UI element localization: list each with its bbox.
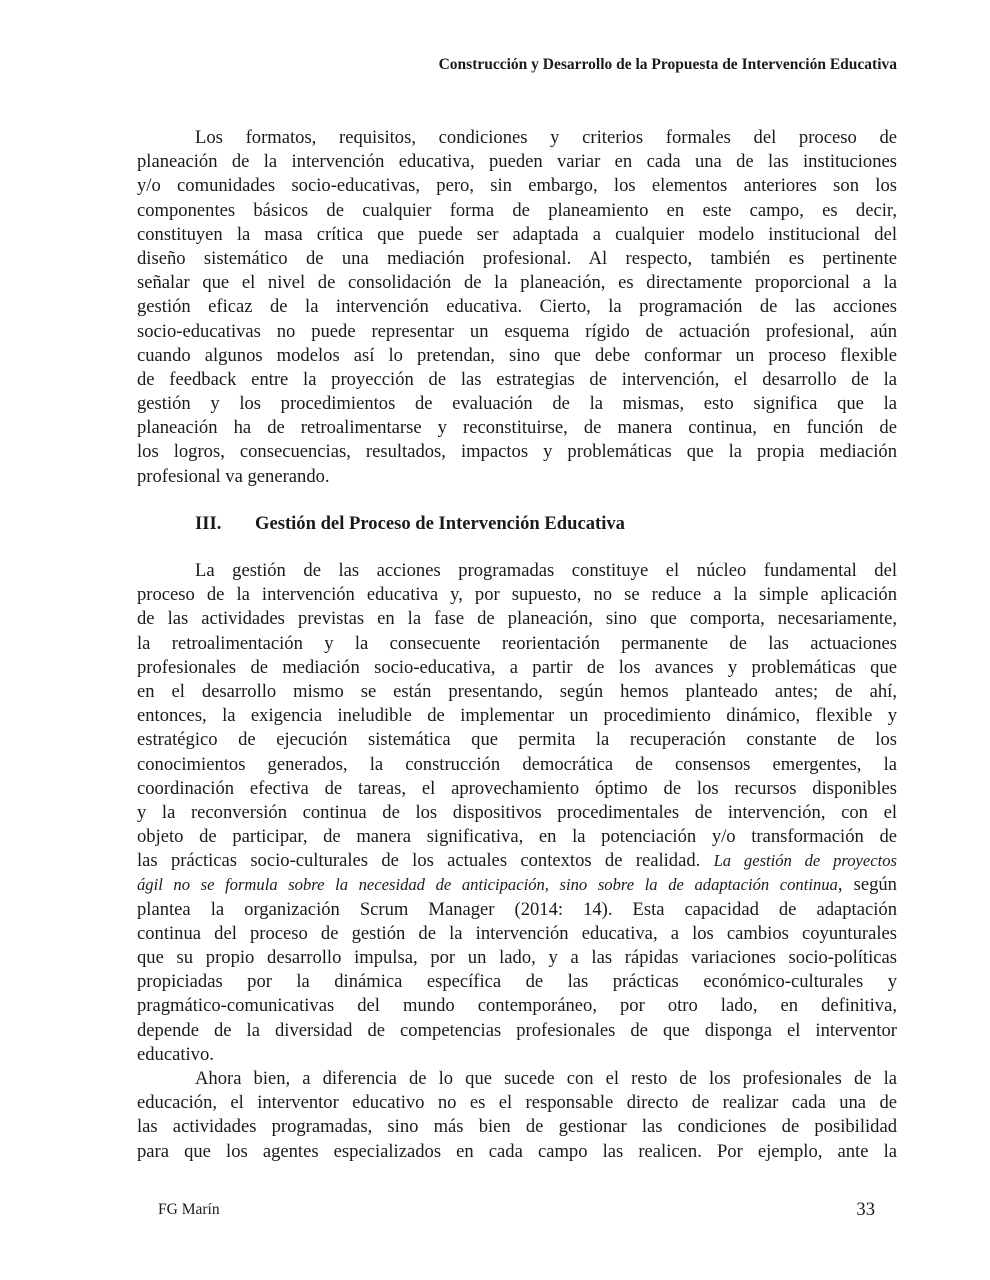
paragraph-line: Los formatos, requisitos, condiciones y criterios formales del proceso de (195, 127, 897, 148)
section-title: Gestión del Proceso de Intervención Educativa (255, 512, 625, 534)
plain-text: las prácticas socio-culturales de los actuales contextos de realidad. (137, 850, 701, 872)
section-heading (137, 512, 897, 536)
paragraph-line: que su propio desarrollo impulsa, por un lado, y a las rápidas variaciones socio-políticas (137, 947, 897, 968)
paragraph-line: La gestión de las acciones programadas constituye el núcleo fundamental del (195, 560, 897, 581)
italic-quote: La gestión de proyectos (713, 851, 897, 871)
paragraph-line: y/o comunidades socio-educativas, pero, sin embargo, los elementos anteriores son los (137, 175, 897, 197)
paragraph-line: gestión y los procedimientos de evaluación de la mismas, esto significa que la (137, 393, 897, 415)
paragraph-line: socio-educativas no puede representar un esquema rígido de actuación profesional, aún (137, 320, 897, 342)
paragraph-line: para que los agentes especializados en cada campo las realicen. Por ejemplo, ante la (137, 1140, 897, 1162)
paragraph-line: propiciadas por la dinámica específica de las prácticas económico-culturales y (137, 971, 897, 993)
paragraph-line: en el desarrollo mismo se están presentando, según hemos planteado antes; de ahí, (137, 680, 897, 702)
paragraph-line: educación, el interventor educativo no es el responsable directo de realizar cada una de (137, 1092, 897, 1114)
spacer (137, 536, 897, 559)
paragraph-line: profesionales de mediación socio-educativa, a partir de los avances y problemáticas que (137, 656, 897, 678)
running-header: Construcción y Desarrollo de la Propuesta de Intervención Educativa (438, 56, 897, 73)
paragraph-line: conocimientos generados, la construcción democrática de consensos emergentes, la (137, 753, 897, 775)
paragraph-line-with-quote (137, 849, 897, 873)
paragraph-1 (137, 126, 897, 489)
paragraph-line: de feedback entre la proyección de las estrategias de intervención, el desarrollo de la (137, 368, 897, 390)
paragraph-line: las actividades programadas, sino más bien de gestionar las condiciones de posibilidad (137, 1116, 897, 1138)
paragraph-line: depende de la diversidad de competencias profesionales de que disponga el interventor (137, 1019, 897, 1041)
paragraph-line: componentes básicos de cualquier forma de planeamiento en este campo, es decir, (137, 199, 897, 221)
paragraph-line: estratégico de ejecución sistemática que permita la recuperación constante de los (137, 729, 897, 751)
paragraph-line: señalar que el nivel de consolidación de la planeación, es directamente proporcional a la (137, 272, 897, 294)
paragraph-2 (137, 559, 897, 1067)
paragraph-line: constituyen la masa crítica que puede ser adaptada a cualquier modelo institucional del (137, 223, 897, 245)
section-number: III. (195, 512, 222, 534)
plain-text: , según (837, 874, 897, 896)
paragraph-line: planeación ha de retroalimentarse y reconstituirse, de manera continua, en función de (137, 417, 897, 439)
paragraph-line: profesional va generando. (137, 465, 330, 487)
paragraph-line: educativo. (137, 1043, 214, 1065)
paragraph-line-with-quote (137, 873, 897, 897)
paragraph-line: de las actividades previstas en la fase de planeación, sino que comporta, necesariamente, (137, 608, 897, 630)
paragraph-line: los logros, consecuencias, resultados, impactos y problemáticas que la propia mediación (137, 441, 897, 463)
paragraph-line: objeto de participar, de manera significativa, en la potenciación y/o transformación de (137, 826, 897, 848)
paragraph-line: plantea la organización Scrum Manager (2014: 14). Esta capacidad de adaptación (137, 898, 897, 920)
paragraph-line: la retroalimentación y la consecuente reorientación permanente de las actuaciones (137, 632, 897, 654)
paragraph-line: gestión eficaz de la intervención educativa. Cierto, la programación de las acciones (137, 296, 897, 318)
paragraph-line: planeación de la intervención educativa, pueden variar en cada una de las instituciones (137, 151, 897, 173)
paragraph-line: Ahora bien, a diferencia de lo que sucede con el resto de los profesionales de la (195, 1067, 897, 1089)
paragraph-line: proceso de la intervención educativa y, por supuesto, no se reduce a la simple aplicación (137, 584, 897, 606)
paragraph-line: y la reconversión continua de los dispositivos procedimentales de intervención, con el (137, 801, 897, 823)
footer-author: FG Marín (158, 1201, 220, 1218)
paragraph-line: diseño sistemático de una mediación profesional. Al respecto, también es pertinente (137, 247, 897, 269)
paragraph-line: entonces, la exigencia ineludible de implementar un procedimiento dinámico, flexible y (137, 705, 897, 727)
paragraph-3 (137, 1067, 897, 1164)
paragraph-line: pragmático-comunicativas del mundo contemporáneo, por otro lado, en definitiva, (137, 995, 897, 1017)
page-body (137, 126, 897, 1164)
spacer (137, 489, 897, 512)
paragraph-line: continua del proceso de gestión de la intervención educativa, a los cambios coyunturales (137, 922, 897, 944)
paragraph-line: coordinación efectiva de tareas, el aprovechamiento óptimo de los recursos disponibles (137, 777, 897, 799)
italic-quote: ágil no se formula sobre la necesidad de anticipación, sino sobre la de adaptación continua (137, 875, 838, 895)
paragraph-line: cuando algunos modelos así lo pretendan, sino que debe conformar un proceso flexible (137, 344, 897, 366)
page-number: 33 (856, 1199, 875, 1220)
